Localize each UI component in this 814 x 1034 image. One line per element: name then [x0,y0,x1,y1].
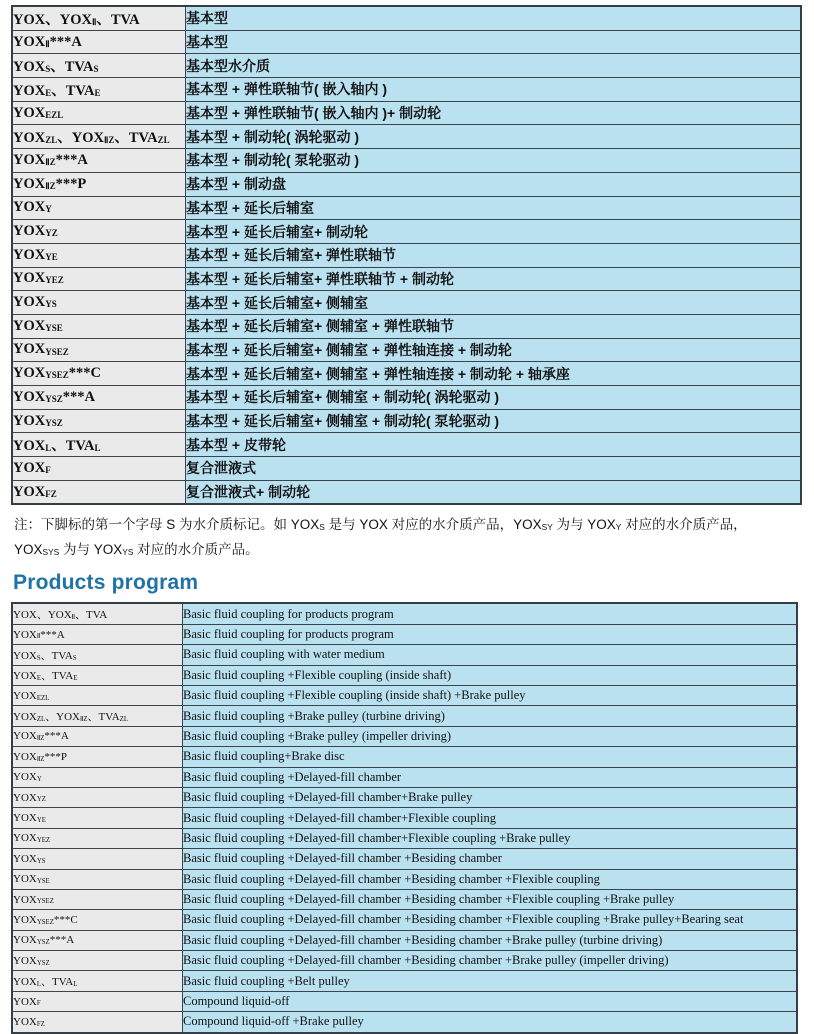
description-cell: Compound liquid-off +Brake pulley [183,1012,798,1033]
model-cell: $YOX_L$、$TVA_L$ [12,433,186,457]
description-cell: 基本型 + 弹性联轴节( 嵌入轴内 ) [186,78,802,102]
table-row [12,30,801,54]
model-cell: $YOX_F$ [12,991,183,1011]
model-cell: $YOX_{YS}$ [12,291,186,315]
model-cell: $YOX_F$ [12,457,186,481]
model-cell: $YOX_{YSEZ}***C$ [12,910,183,930]
description-cell: Basic fluid coupling +Delayed-fill chamber +Besiding chamber +Flexible coupling [183,869,798,889]
description-cell: 基本型 + 延长后辅室+ 侧辅室 [186,291,802,315]
table-row [12,787,797,807]
model-cell: $YOX_{YSZ}***A$ [12,930,183,950]
description-cell: Basic fluid coupling +Delayed-fill chamber+Flexible coupling +Brake pulley [183,828,798,848]
table-row [12,951,797,971]
model-cell: $YOX_{YSZ}***A$ [12,386,186,410]
description-cell: Basic fluid coupling with water medium [183,645,798,665]
model-cell: $YOX_{YZ}$ [12,787,183,807]
table-row [12,101,801,125]
table-row [12,603,797,624]
description-cell: 基本型 + 制动盘 [186,172,802,196]
note-line-1: 注：下脚标的第一个字母 S 为水介质标记。如 $YOX_S$ 是与 YOX 对应的水介质产品，$YOX_{SY}$ 为与 $YOX_Y$ 对应的水介质产品， [14,517,747,533]
table-row [12,726,797,746]
table-row [12,869,797,889]
model-cell: $YOX_{ⅡZ}***P$ [12,172,186,196]
model-cell: $YOX_{YSE}$ [12,869,183,889]
description-cell: 基本型 + 延长后辅室 [186,196,802,220]
table-row [12,338,801,362]
model-cell: $YOX_{YE}$ [12,243,186,267]
table-row [12,78,801,102]
model-cell: $YOX_{YEZ}$ [12,828,183,848]
model-cell: $YOX_{YZ}$ [12,220,186,244]
model-cell: $YOX_{YE}$ [12,808,183,828]
table-row [12,291,801,315]
model-cell: $YOX_{YSEZ}$ [12,889,183,909]
table-row [12,930,797,950]
table-row [12,172,801,196]
model-cell: YOX、$YOX_Ⅱ$、TVA [12,6,186,30]
models-table-cn-body [12,6,801,504]
note-text [14,512,812,562]
description-cell: 基本型 + 延长后辅室+ 侧辅室 + 制动轮( 涡轮驱动 ) [186,386,802,410]
section-heading: Products program [13,571,199,595]
description-cell: 基本型 + 制动轮( 涡轮驱动 ) [186,125,802,149]
description-cell: 基本型 + 延长后辅室+ 侧辅室 + 弹性联轴节 [186,314,802,338]
note-line-2: $YOX_{SYS}$ 为与 $YOX_{YS}$ 对应的水介质产品。 [14,542,259,558]
description-cell: 基本型 + 皮带轮 [186,433,802,457]
table-row [12,386,801,410]
description-cell: Basic fluid coupling +Delayed-fill chamber +Besiding chamber +Brake pulley (turbine driving) [183,930,798,950]
model-cell: $YOX_Ⅱ***A$ [12,624,183,644]
description-cell: Basic fluid coupling +Delayed-fill chamber +Besiding chamber +Flexible coupling +Brake pulley [183,889,798,909]
description-cell: 基本型 + 延长后辅室+ 侧辅室 + 弹性轴连接 + 制动轮 [186,338,802,362]
table-row [12,889,797,909]
description-cell: Basic fluid coupling +Brake pulley (turbine driving) [183,706,798,726]
model-cell: $YOX_{ⅡZ}***A$ [12,149,186,173]
models-table-en [11,602,798,1033]
model-cell: $YOX_Ⅱ***A$ [12,30,186,54]
description-cell: Basic fluid coupling +Delayed-fill chamber [183,767,798,787]
table-row [12,196,801,220]
model-cell: $YOX_{ZL}$、$YOX_{ⅡZ}$、$TVA_{ZL}$ [12,706,183,726]
table-row [12,6,801,30]
table-row [12,910,797,930]
description-cell: Basic fluid coupling +Flexible coupling (inside shaft) [183,665,798,685]
description-cell: Basic fluid coupling +Delayed-fill chamber +Besiding chamber +Flexible coupling +Brake pulley+Bearing seat [183,910,798,930]
table-row [12,267,801,291]
model-cell: $YOX_Y$ [12,767,183,787]
description-cell: 复合泄液式+ 制动轮 [186,480,802,504]
table-row [12,624,797,644]
description-cell: Basic fluid coupling +Delayed-fill chamber +Besiding chamber [183,849,798,869]
description-cell: Basic fluid coupling +Flexible coupling (inside shaft) +Brake pulley [183,686,798,706]
table-row [12,54,801,78]
table-row [12,991,797,1011]
description-cell: Basic fluid coupling+Brake disc [183,747,798,767]
model-cell: $YOX_{EZL}$ [12,686,183,706]
model-cell: $YOX_E$、$TVA_E$ [12,78,186,102]
table-row [12,149,801,173]
model-cell: $YOX_{ⅡZ}***P$ [12,747,183,767]
model-cell: $YOX_Y$ [12,196,186,220]
description-cell: Basic fluid coupling for products program [183,624,798,644]
model-cell: $YOX_{YSEZ}$ [12,338,186,362]
model-cell: $YOX_{EZL}$ [12,101,186,125]
table-row [12,409,801,433]
description-cell: 基本型 + 制动轮( 泵轮驱动 ) [186,149,802,173]
description-cell: Basic fluid coupling +Delayed-fill chamber +Besiding chamber +Brake pulley (impeller driving) [183,951,798,971]
table-row [12,971,797,991]
description-cell: 基本型 + 延长后辅室+ 侧辅室 + 弹性轴连接 + 制动轮 + 轴承座 [186,362,802,386]
model-cell: YOX、$YOX_Ⅱ$、TVA [12,603,183,624]
table-row [12,1012,797,1033]
model-cell: $YOX_{YSZ}$ [12,409,186,433]
table-row [12,125,801,149]
table-row [12,243,801,267]
table-row [12,767,797,787]
models-table-cn [11,5,802,505]
model-cell: $YOX_S$、$TVA_S$ [12,54,186,78]
table-row [12,747,797,767]
model-cell: $YOX_{FZ}$ [12,1012,183,1033]
description-cell: Basic fluid coupling +Belt pulley [183,971,798,991]
table-row [12,686,797,706]
model-cell: $YOX_S$、$TVA_S$ [12,645,183,665]
model-cell: $YOX_{YEZ}$ [12,267,186,291]
description-cell: Basic fluid coupling for products program [183,603,798,624]
table-row [12,220,801,244]
table-row [12,457,801,481]
description-cell: 基本型 + 延长后辅室+ 弹性联轴节 [186,243,802,267]
description-cell: 基本型 [186,6,802,30]
description-cell: 基本型 + 延长后辅室+ 侧辅室 + 制动轮( 泵轮驱动 ) [186,409,802,433]
model-cell: $YOX_{ZL}$、$YOX_{ⅡZ}$、$TVA_{ZL}$ [12,125,186,149]
model-cell: $YOX_{YSEZ}***C$ [12,362,186,386]
table-row [12,314,801,338]
table-row [12,433,801,457]
description-cell: 基本型 + 延长后辅室+ 制动轮 [186,220,802,244]
model-cell: $YOX_{YSZ}$ [12,951,183,971]
description-cell: 基本型 [186,30,802,54]
table-row [12,645,797,665]
description-cell: Basic fluid coupling +Brake pulley (impeller driving) [183,726,798,746]
description-cell: 基本型 + 延长后辅室+ 弹性联轴节 + 制动轮 [186,267,802,291]
table-row [12,480,801,504]
model-cell: $YOX_{ⅡZ}***A$ [12,726,183,746]
description-cell: 基本型 + 弹性联轴节( 嵌入轴内 )+ 制动轮 [186,101,802,125]
model-cell: $YOX_{YSE}$ [12,314,186,338]
description-cell: Basic fluid coupling +Delayed-fill chamber+Flexible coupling [183,808,798,828]
description-cell: Compound liquid-off [183,991,798,1011]
table-row [12,665,797,685]
description-cell: Basic fluid coupling +Delayed-fill chamber+Brake pulley [183,787,798,807]
table-row [12,828,797,848]
table-row [12,849,797,869]
model-cell: $YOX_{YS}$ [12,849,183,869]
model-cell: $YOX_L$、$TVA_L$ [12,971,183,991]
table-row [12,706,797,726]
models-table-en-body [12,603,797,1032]
model-cell: $YOX_E$、$TVA_E$ [12,665,183,685]
table-row [12,808,797,828]
table-row [12,362,801,386]
description-cell: 基本型水介质 [186,54,802,78]
description-cell: 复合泄液式 [186,457,802,481]
model-cell: $YOX_{FZ}$ [12,480,186,504]
